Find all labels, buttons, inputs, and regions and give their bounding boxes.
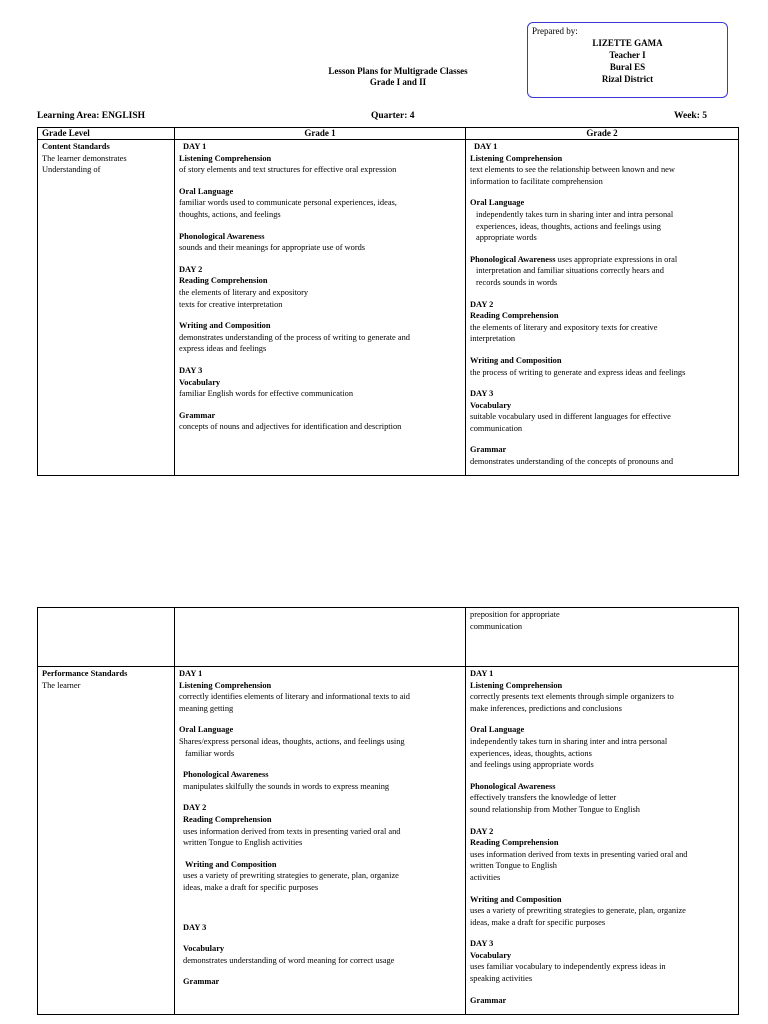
grade-2-cell	[466, 140, 739, 476]
section-heading: Phonological Awareness	[470, 254, 556, 264]
cell-text: The learner demonstrates	[42, 153, 127, 163]
cell-text: experiences, ideas, thoughts, actions	[470, 748, 592, 758]
cell-text: the elements of literary and expository	[179, 287, 309, 297]
section-heading: Reading Comprehension	[470, 838, 559, 848]
school-name: Bural ES	[609, 62, 646, 72]
cell-text: appropriate words	[476, 233, 537, 243]
day-heading: DAY 3	[470, 939, 494, 949]
grade-1-cell	[175, 667, 466, 1015]
teacher-position: Teacher I	[609, 50, 646, 60]
cell-text: communication	[470, 423, 523, 433]
cell-text: make inferences, predictions and conclusions	[470, 703, 622, 713]
grade-2-cell	[466, 667, 739, 1015]
cell-text: correctly presents text elements through simple organizers to	[470, 692, 674, 702]
teacher-name: LIZETTE GAMA	[592, 38, 663, 48]
cell-text: uses familiar vocabulary to independently express ideas in	[470, 962, 666, 972]
document-title	[300, 66, 496, 88]
day-heading: DAY 2	[470, 299, 494, 309]
cell-text: concepts of nouns and adjectives for identification and description	[179, 422, 402, 432]
grade-1-cell	[175, 608, 466, 667]
section-heading: Vocabulary	[470, 950, 512, 960]
cell-text: experiences, ideas, thoughts, actions and feelings using	[476, 221, 661, 231]
cell-text: demonstrates understanding of word meaning for correct usage	[183, 955, 395, 965]
cell-text: express ideas and feelings	[179, 344, 267, 354]
table-row	[38, 667, 739, 1015]
section-heading: Oral Language	[470, 198, 525, 208]
cell-text: familiar words	[185, 748, 235, 758]
day-heading: DAY 1	[183, 142, 207, 151]
section-heading: Writing and Composition	[470, 355, 562, 365]
day-heading: DAY 1	[470, 669, 494, 678]
cell-text: familiar words used to communicate personal experiences, ideas,	[179, 198, 397, 208]
section-heading: Grammar	[183, 977, 220, 987]
cell-text: the process of writing to generate and express ideas and feelings	[470, 367, 686, 377]
section-heading: Writing and Composition	[185, 859, 277, 869]
cell-text: The learner	[42, 680, 81, 690]
header-grade-1: Grade 1	[175, 128, 466, 140]
day-heading: DAY 2	[179, 264, 203, 274]
table-row	[38, 140, 739, 476]
section-heading: Grammar	[470, 995, 507, 1005]
cell-text: written Tongue to English	[470, 861, 557, 871]
section-heading: Listening Comprehension	[179, 680, 272, 690]
cell-text: speaking activities	[470, 974, 533, 984]
cell-text: Understanding of	[42, 165, 101, 175]
cell-text: correctly identifies elements of literary and informational texts to aid	[179, 692, 410, 702]
cell-text: suitable vocabulary used in different languages for effective	[470, 412, 671, 422]
cell-text: sound relationship from Mother Tongue to English	[470, 804, 640, 814]
section-heading: Oral Language	[179, 186, 234, 196]
cell-text: preposition for appropriate	[470, 610, 560, 619]
prepared-by-box	[527, 22, 728, 98]
cell-text: independently takes turn in sharing inter and intra personal	[470, 736, 668, 746]
cell-text: written Tongue to English activities	[183, 838, 303, 848]
cell-text: demonstrates understanding of the process of writing to generate and	[179, 332, 410, 342]
content-standards-title: Content Standards	[42, 142, 110, 151]
content-standards-table	[37, 127, 739, 476]
day-heading: DAY 3	[183, 922, 207, 932]
section-heading: Reading Comprehension	[183, 814, 272, 824]
day-heading: DAY 3	[179, 365, 203, 375]
cell-text: and feelings using appropriate words	[470, 760, 594, 770]
cell-text: information to facilitate comprehension	[470, 176, 603, 186]
section-heading: Listening Comprehension	[470, 680, 563, 690]
learning-area: Learning Area: ENGLISH	[37, 111, 146, 121]
section-heading: Reading Comprehension	[179, 276, 268, 286]
cell-text: effectively transfers the knowledge of letter	[470, 793, 617, 803]
cell-text: ideas, make a draft for specific purposes	[470, 917, 606, 927]
cell-text: uses a variety of prewriting strategies to generate, plan, organize	[183, 871, 399, 881]
section-heading: Grammar	[470, 445, 507, 455]
cell-text: meaning getting	[179, 703, 234, 713]
section-heading: Listening Comprehension	[179, 153, 272, 163]
week: Week: 5	[674, 111, 707, 121]
day-heading: DAY 3	[470, 389, 494, 399]
cell-text: uses information derived from texts in presenting varied oral and	[183, 826, 401, 836]
day-heading: DAY 1	[179, 669, 203, 678]
title-line-2: Grade I and II	[369, 77, 427, 87]
cell-text: text elements to see the relationship between known and new	[470, 165, 675, 175]
title-line-1: Lesson Plans for Multigrade Classes	[328, 66, 468, 76]
cell-text: manipulates skilfully the sounds in words to express meaning	[183, 781, 390, 791]
cell-text: ideas, make a draft for specific purposes	[183, 882, 319, 892]
section-heading: Vocabulary	[179, 377, 221, 387]
performance-standards-title: Performance Standards	[42, 669, 128, 678]
section-heading: Reading Comprehension	[470, 311, 559, 321]
quarter: Quarter: 4	[371, 111, 415, 121]
section-heading: Vocabulary	[183, 944, 225, 954]
day-heading: DAY 2	[183, 803, 207, 813]
header-grade-level: Grade Level	[38, 128, 175, 140]
table-row	[38, 608, 739, 667]
cell-text: independently takes turn in sharing inter and intra personal	[476, 209, 674, 219]
cell-text: familiar English words for effective communication	[179, 389, 354, 399]
prepared-by-label: Prepared by:	[532, 26, 578, 36]
cell-text: records sounds in words	[476, 277, 558, 287]
cell-text: uses appropriate expressions in oral	[555, 254, 678, 264]
cell-text: demonstrates understanding of the concepts of pronouns and	[470, 457, 674, 467]
section-heading: Grammar	[179, 410, 216, 420]
grade-level-cell	[38, 667, 175, 1015]
section-heading: Phonological Awareness	[470, 781, 556, 791]
cell-text: the elements of literary and expository texts for creative	[470, 322, 658, 332]
day-heading: DAY 2	[470, 826, 494, 836]
district-name: Rizal District	[601, 74, 654, 84]
section-heading: Phonological Awareness	[183, 770, 269, 780]
section-heading: Writing and Composition	[179, 321, 271, 331]
section-heading: Writing and Composition	[470, 894, 562, 904]
grade-level-cell	[38, 140, 175, 476]
cell-text: Shares/express personal ideas, thoughts, actions, and feelings using	[179, 736, 405, 746]
section-heading: Oral Language	[179, 725, 234, 735]
grade-level-cell	[38, 608, 175, 667]
header-grade-2: Grade 2	[466, 128, 739, 140]
performance-standards-table	[37, 607, 739, 1015]
cell-text: thoughts, actions, and feelings	[179, 209, 281, 219]
cell-text: interpretation and familiar situations correctly hears and	[476, 266, 664, 276]
table-header-row	[38, 128, 739, 140]
cell-text: uses a variety of prewriting strategies to generate, plan, organize	[470, 906, 686, 916]
grade-1-cell	[175, 140, 466, 476]
cell-text: interpretation	[470, 334, 516, 344]
cell-text: communication	[470, 621, 523, 631]
cell-text: of story elements and text structures for effective oral expression	[179, 165, 397, 175]
section-heading: Phonological Awareness	[179, 231, 265, 241]
cell-text: texts for creative interpretation	[179, 299, 283, 309]
grade-2-cell	[466, 608, 739, 667]
section-heading: Oral Language	[470, 725, 525, 735]
section-heading: Vocabulary	[470, 400, 512, 410]
cell-text: activities	[470, 872, 501, 882]
cell-text: uses information derived from texts in presenting varied oral and	[470, 849, 688, 859]
section-heading: Listening Comprehension	[470, 153, 563, 163]
day-heading: DAY 1	[474, 142, 498, 151]
cell-text: sounds and their meanings for appropriate use of words	[179, 243, 366, 253]
